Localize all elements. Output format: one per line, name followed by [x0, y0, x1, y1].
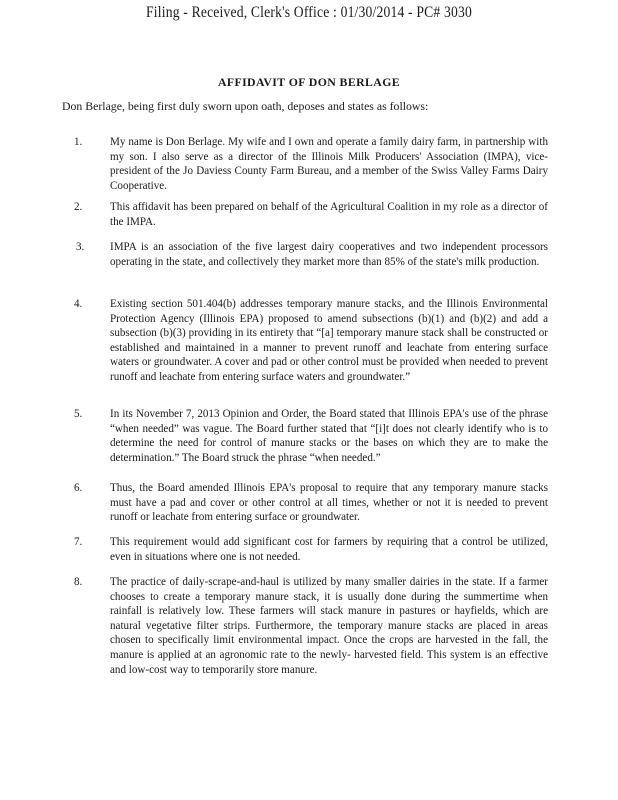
paragraph-8 [74, 575, 548, 677]
paragraph-number: 3. [76, 241, 85, 253]
intro-statement: Don Berlage, being first duly sworn upon oath, deposes and states as follows: [62, 99, 429, 113]
paragraph-number: 2. [74, 201, 83, 213]
paragraph-3 [74, 240, 548, 269]
paragraph-text: This affidavit has been prepared on behalf of the Agricultural Coalition in my role as a director of the IMPA. [110, 201, 548, 228]
paragraph-number: 7. [74, 536, 83, 548]
paragraph-number: 6. [74, 482, 83, 494]
paragraph-6 [74, 481, 548, 525]
paragraph-2 [74, 200, 548, 229]
paragraph-text: Existing section 501.404(b) addresses temporary manure stacks, and the Illinois Environmental Protection Agency (Illinois EPA) proposed to amend subsections (b)(1) and (b)(2) and add a subsection (b)(3) providing in its entirety that “[a] temporary manure stack shall be constructed or established and maintained in a manner to prevent runoff and leachate from entering surface waters or groundwater. A cover and pad or other control must be provided when needed to prevent runoff and leachate from entering surface waters and groundwater.” [110, 298, 548, 383]
paragraph-text: In its November 7, 2013 Opinion and Order, the Board stated that Illinois EPA's use of the phrase “when needed” was vague. The Board further stated that “[i]t does not clearly identify who is to determine the need for control of manure stacks or the bases on which they are to make the determination.” The Board struck the phrase “when needed.” [110, 408, 548, 464]
paragraph-5 [74, 407, 548, 465]
paragraph-number: 5. [74, 408, 83, 420]
paragraph-number: 4. [74, 298, 83, 310]
paragraph-1 [74, 135, 548, 193]
page-title: AFFIDAVIT OF DON BERLAGE [217, 75, 401, 89]
paragraph-text: My name is Don Berlage. My wife and I own and operate a family dairy farm, in partnership with my son. I also serve as a director of the Illinois Milk Producers' Association (IMPA), vice-president of the Jo Daviess County Farm Bureau, and a member of the Swiss Valley Farms Dairy Cooperative. [110, 136, 548, 192]
paragraph-7 [74, 535, 548, 564]
paragraph-4 [74, 297, 548, 385]
paragraph-number: 8. [74, 576, 83, 588]
paragraph-text: The practice of daily-scrape-and-haul is utilized by many smaller dairies in the state. If a farmer chooses to create a temporary manure stack, it is usually done during the summertime when rainfall is relatively low. These farmers will stack manure in pastures or hayfields, which are natural vegetative filter strips. Furthermore, the temporary manure stacks are placed in areas chosen to specifically limit environmental impact. Once the crops are harvested in the fall, the manure is applied at an agronomic rate to the newly- harvested field. This system is an effective and low-cost way to temporarily store manure. [110, 576, 548, 676]
paragraph-number: 1. [74, 136, 83, 148]
filing-stamp: Filing - Received, Clerk's Office : 01/30/2014 - PC# 3030 [146, 4, 472, 21]
paragraph-text: This requirement would add significant cost for farmers by requiring that a control be utilized, even in situations where one is not needed. [110, 536, 548, 563]
paragraph-text: IMPA is an association of the five largest dairy cooperatives and two independent processors operating in the state, and collectively they market more than 85% of the state's milk production. [110, 241, 548, 268]
paragraph-text: Thus, the Board amended Illinois EPA's proposal to require that any temporary manure stacks must have a pad and cover or other control at all times, whether or not it is needed to prevent runoff or leachate from entering surface or groundwater. [110, 482, 548, 524]
